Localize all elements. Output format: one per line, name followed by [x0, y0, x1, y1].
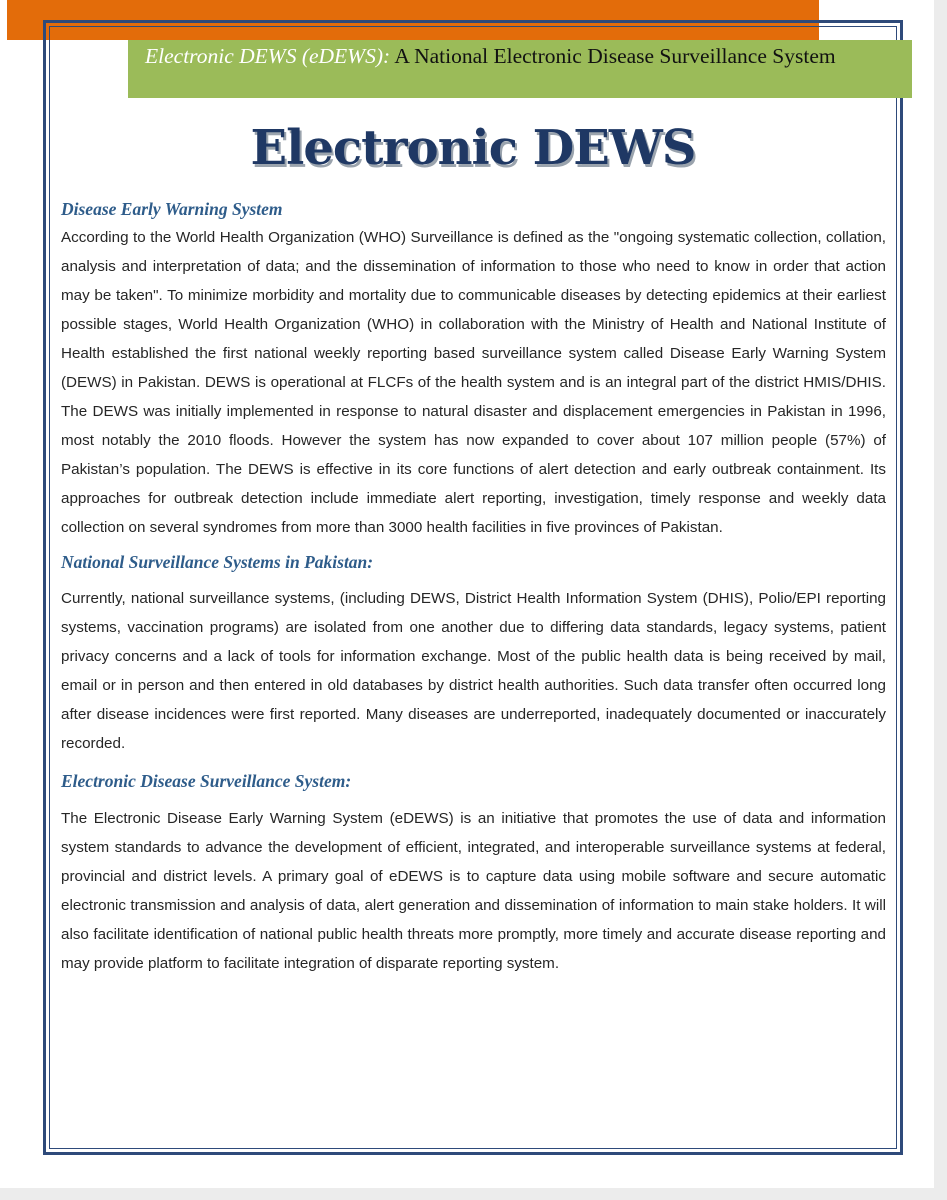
section-body-dews: According to the World Health Organization (WHO) Surveillance is defined as the "ongoing systematic collection, collation, analysis and interpretation of data; and the dissemination of information to those who need to know in order that action may be taken". To minimize morbidity and mortality due to communicable diseases by detecting epidemics at their earliest possible stages, World Health Organization (WHO) in collaboration with the Ministry of Health and National Institute of Health established the first national weekly reporting based surveillance system called Disease Early Warning System (DEWS) in Pakistan. DEWS is operational at FLCFs of the health system and is an integral part of the district HMIS/DHIS. The DEWS was initially implemented in response to natural disaster and displacement emergencies in Pakistan in 1996, most notably the 2010 floods. However the system has now expanded to cover about 107 million people (57%) of Pakistan’s population. The DEWS is effective in its core functions of alert detection and early outbreak containment. Its approaches for outbreak detection include immediate alert reporting, investigation, timely response and weekly data collection on several syndromes from more than 3000 health facilities in five provinces of Pakistan.	[61, 229, 886, 536]
section-heading-dews: Disease Early Warning System	[61, 199, 283, 219]
section-body-electronic-surveillance: The Electronic Disease Early Warning System (eDEWS) is an initiative that promotes the use of data and information system standards to advance the development of efficient, integrated, and interoperable surveillance systems at federal, provincial and district levels. A primary goal of eDEWS is to capture data using mobile software and secure automatic electronic transmission and analysis of data, alert generation and dissemination of information to main stake holders. It will also facilitate identification of national public health threats more promptly, more timely and accurate disease reporting and may provide platform to facilitate integration of disparate reporting system.	[61, 810, 886, 972]
section-body-national-surveillance: Currently, national surveillance systems, (including DEWS, District Health Information System (DHIS), Polio/EPI reporting systems, vaccination programs) are isolated from one another due to differing data standards, legacy systems, patient privacy concerns and a lack of tools for information exchange. Most of the public health data is being received by mail, email or in person and then entered in old databases by district health authorities. Such data transfer often occurred long after disease incidences were first reported. Many diseases are underreported, inadequately documented or inaccurately recorded.	[61, 590, 886, 752]
section-heading-national-surveillance: National Surveillance Systems in Pakistan:	[61, 552, 374, 572]
section-heading-electronic-surveillance: Electronic Disease Surveillance System:	[61, 771, 352, 791]
banner-text: A National Electronic Disease Surveillance System	[390, 44, 836, 68]
header-banner	[128, 40, 912, 98]
banner-prefix: Electronic DEWS (eDEWS):	[145, 44, 391, 68]
page-title: Electronic DEWS	[250, 120, 696, 176]
document-content	[61, 197, 886, 978]
